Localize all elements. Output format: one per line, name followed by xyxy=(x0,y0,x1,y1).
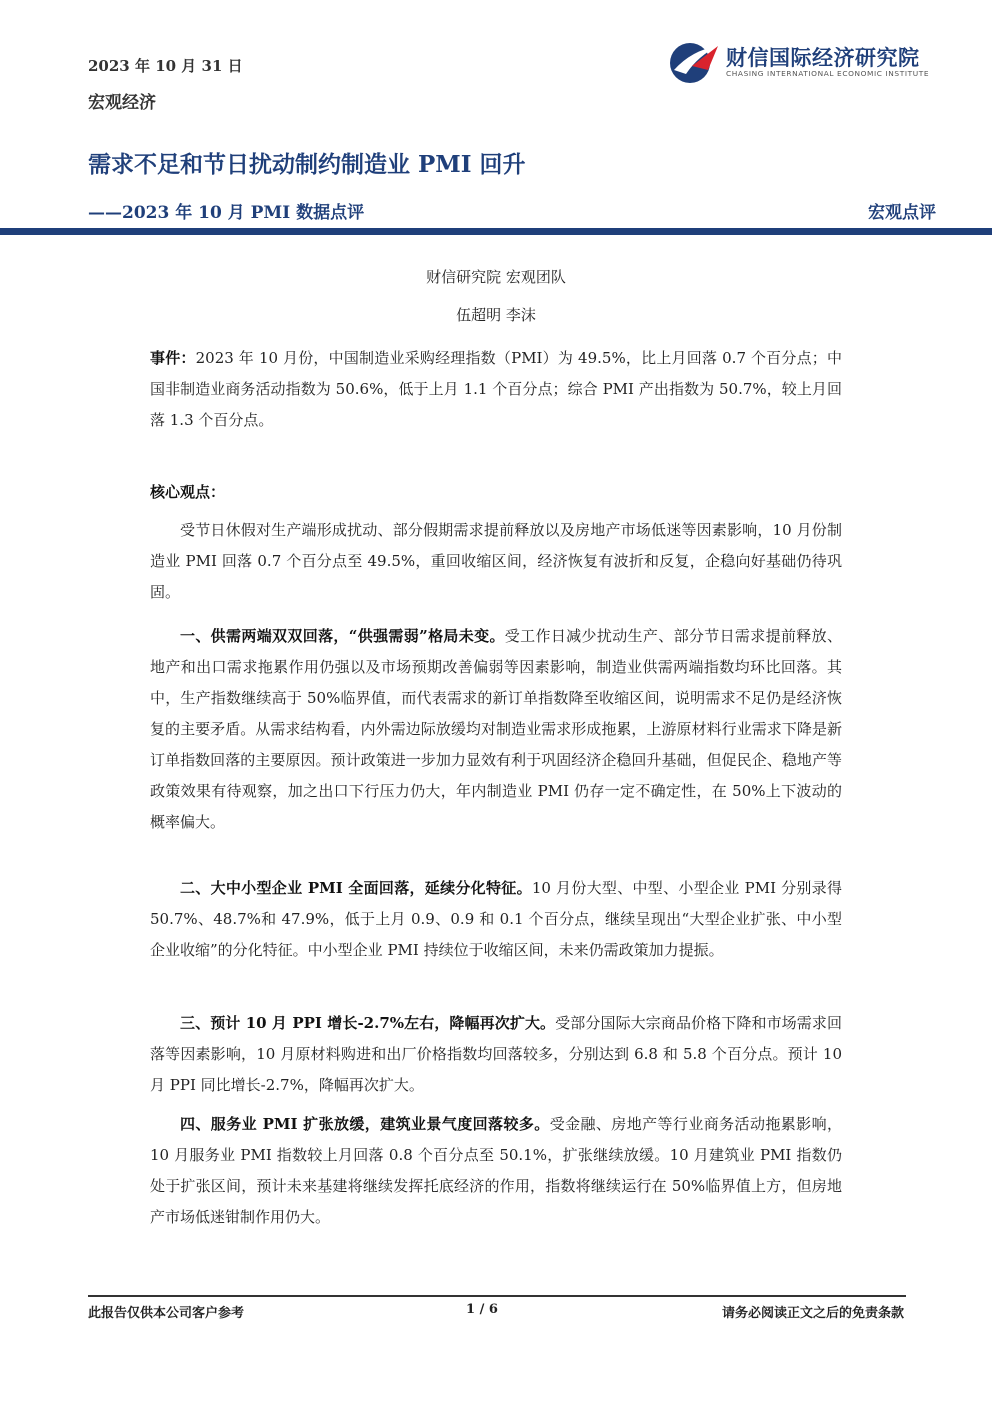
point-paragraph-4 xyxy=(150,1109,842,1233)
core-views-heading: 核心观点： xyxy=(150,483,226,501)
logo-chinese-name: 财信国际经济研究院 xyxy=(726,46,920,70)
point-text: 受部分国际大宗商品价格下降和市场需求回落等因素影响，10 月原材料购进和出厂价格指数均回落较多，分别达到 6.8 和 5.8 个百分点。预计 10 月 PPI 同比增长-2.7%，降幅再次扩大。 xyxy=(150,1014,842,1094)
point-heading: 二、大中小型企业 PMI 全面回落，延续分化特征。 xyxy=(180,879,532,897)
logo-english-name: CHASING INTERNATIONAL ECONOMIC INSTITUTE xyxy=(726,69,930,78)
report-title: 需求不足和节日扰动制约制造业 PMI 回升 xyxy=(88,151,526,178)
authors: 伍超明 李沫 xyxy=(456,306,536,324)
institute-logo-mark-icon xyxy=(668,40,720,86)
point-heading: 三、预计 10 月 PPI 增长-2.7%左右，降幅再次扩大。 xyxy=(180,1014,556,1032)
report-category: 宏观经济 xyxy=(88,93,156,113)
event-paragraph xyxy=(150,343,842,436)
institute-logo xyxy=(668,40,948,86)
report-type: 宏观点评 xyxy=(868,203,936,223)
event-label: 事件： xyxy=(150,349,196,367)
page-number: 1 / 6 xyxy=(466,1302,498,1317)
point-text: 受工作日减少扰动生产、部分节日需求提前释放、地产和出口需求拖累作用仍强以及市场预期改善偏弱等因素影响，制造业供需两端指数均环比回落。其中，生产指数继续高于 50%临界值，而代表需求的新订单指数降至收缩区间，说明需求不足仍是经济恢复的主要矛盾。从需求结构看，内外需边际放缓均对制造业需求形成拖累，上游原材料行业需求下降是新订单指数回落的主要原因。预计政策进一步加力显效有利于巩固经济企稳回升基础，但促民企、稳地产等政策效果有待观察，加之出口下行压力仍大，年内制造业 PMI 仍存一定不确定性，在 50%上下波动的概率偏大。 xyxy=(150,627,842,831)
research-team: 财信研究院 宏观团队 xyxy=(426,268,566,286)
footer-disclaimer-right: 请务必阅读正文之后的免责条款 xyxy=(721,1306,904,1321)
point-paragraph-3 xyxy=(150,1008,842,1101)
point-text: 受金融、房地产等行业商务活动拖累影响，10 月服务业 PMI 指数较上月回落 0.8 个百分点至 50.1%，扩张继续放缓。10 月建筑业 PMI 指数仍处于扩张区间，预计未来基建将继续发挥托底经济的作用，指数将继续运行在 50%临界值上方，但房地产市场低迷钳制作用仍大。 xyxy=(150,1115,842,1226)
intro-paragraph: 受节日休假对生产端形成扰动、部分假期需求提前释放以及房地产市场低迷等因素影响，10 月份制造业 PMI 回落 0.7 个百分点至 49.5%，重回收缩区间，经济恢复有波折和反复，企稳向好基础仍待巩固。 xyxy=(150,521,842,601)
report-subtitle: ——2023 年 10 月 PMI 数据点评 xyxy=(88,203,365,223)
event-text: 2023 年 10 月份，中国制造业采购经理指数（PMI）为 49.5%，比上月回落 0.7 个百分点；中国非制造业商务活动指数为 50.6%，低于上月 1.1 个百分点；综合 PMI 产出指数为 50.7%，较上月回落 1.3 个百分点。 xyxy=(150,349,842,429)
report-date: 2023 年 10 月 31 日 xyxy=(88,57,243,75)
point-heading: 四、服务业 PMI 扩张放缓，建筑业景气度回落较多。 xyxy=(180,1115,550,1133)
point-paragraph-2 xyxy=(150,873,842,966)
point-heading: 一、供需两端双双回落，“供强需弱”格局未变。 xyxy=(180,627,505,645)
footer-divider xyxy=(88,1295,906,1297)
footer-disclaimer-left: 此报告仅供本公司客户参考 xyxy=(88,1306,245,1321)
point-paragraph-1 xyxy=(150,621,842,838)
header-divider xyxy=(0,228,992,235)
point-text: 10 月份大型、中型、小型企业 PMI 分别录得 50.7%、48.7%和 47.9%，低于上月 0.9、0.9 和 0.1 个百分点，继续呈现出“大型企业扩张、中小型企业收缩”的分化特征。中小型企业 PMI 持续位于收缩区间，未来仍需政策加力提振。 xyxy=(150,879,842,959)
